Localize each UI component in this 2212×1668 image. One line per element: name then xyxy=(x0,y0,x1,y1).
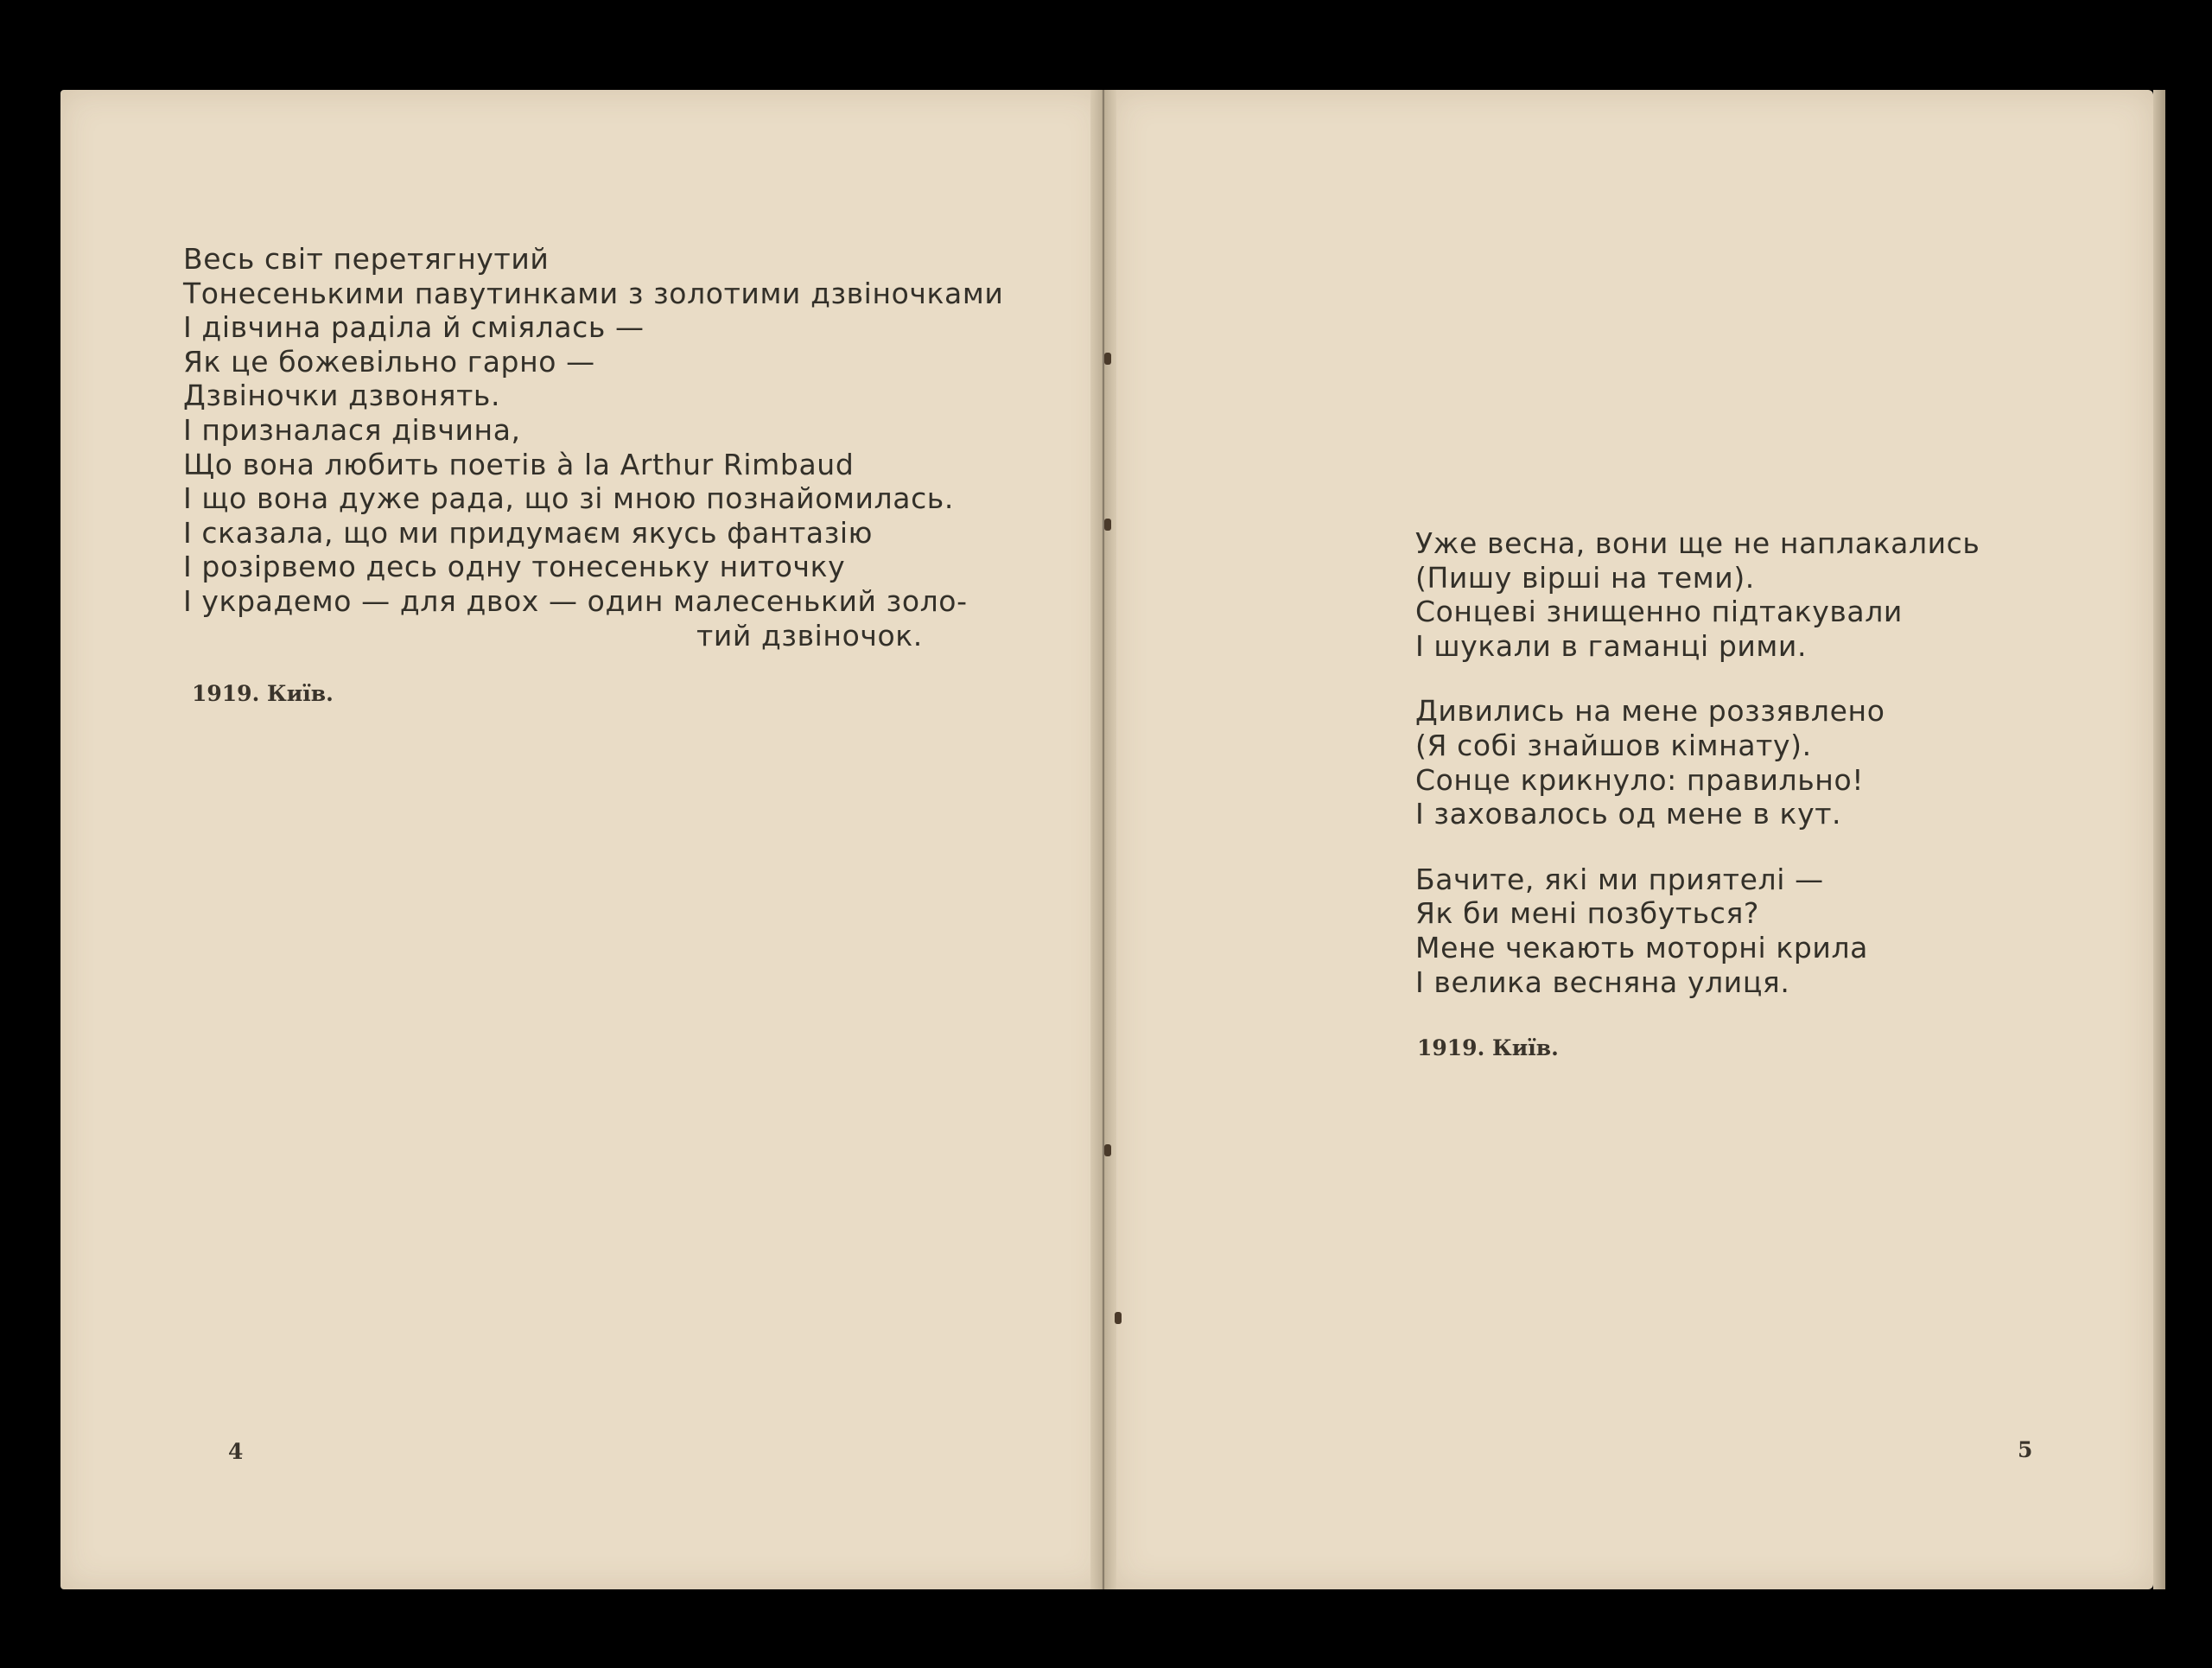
poem-line: Як це божевільно гарно — xyxy=(183,344,595,379)
poem-line: (Я собі знайшов кімнату). xyxy=(1415,728,1812,762)
stanza-break xyxy=(1415,831,1980,863)
poem-line: І украдемо — для двох — один малесенький золо- xyxy=(183,583,968,618)
poem-line: І велика весняна улиця. xyxy=(1415,965,1790,999)
poem-line: (Пишу вірші на теми). xyxy=(1415,560,1755,595)
binding-stitch xyxy=(1104,519,1111,531)
poem-line: Що вона любить поетів à la Arthur Rimbaud xyxy=(183,447,855,481)
poem-line: Весь світ перетягнутий xyxy=(183,242,550,276)
right-poem xyxy=(1415,526,1980,999)
poem-line: Сонце крикнуло: правильно! xyxy=(1415,762,1865,797)
poem-line: І заховалось од мене в кут. xyxy=(1415,797,1842,831)
poem-line: Сонцеві знищенно підтакували xyxy=(1415,595,1903,629)
poem-line: Дивились на мене роззявлено xyxy=(1415,694,1885,729)
poem-line: Як би мені позбуться? xyxy=(1415,896,1760,931)
binding-stitch xyxy=(1104,353,1111,365)
poem-line: Дзвіночки дзвонять. xyxy=(183,379,501,413)
poem-line: Уже весна, вони ще не наплакались xyxy=(1415,526,1980,560)
poem-line: І дівчина раділа й сміялась — xyxy=(183,310,645,345)
poem-line: І призналася дівчина, xyxy=(183,412,521,447)
place-date: 1919. Київ. xyxy=(192,681,334,706)
place-date: 1919. Київ. xyxy=(1417,1035,1559,1060)
poem-line: Тонесенькими павутинками з золотими дзвіночками xyxy=(183,276,1004,310)
page-number: 5 xyxy=(2018,1437,2033,1462)
stanza-break xyxy=(1415,663,1980,694)
book-gutter xyxy=(1090,90,1116,1589)
poem-line: Мене чекають моторні крила xyxy=(1415,930,1868,965)
binding-stitch xyxy=(1104,1144,1111,1156)
page-number: 4 xyxy=(228,1439,244,1464)
poem-line: І шукали в гаманці рими. xyxy=(1415,628,1808,663)
poem-line: І що вона дуже рада, що зі мною познайомилась. xyxy=(183,481,954,516)
poem-line: І сказала, що ми придумаєм якусь фантазію xyxy=(183,515,874,550)
left-poem xyxy=(183,242,1003,653)
poem-line: І розірвемо десь одну тонесеньку ниточку xyxy=(183,550,846,584)
poem-line: Бачите, які ми приятелі — xyxy=(1415,862,1824,896)
binding-stitch xyxy=(1115,1312,1122,1324)
poem-line: тий дзвіночок. xyxy=(696,618,923,653)
